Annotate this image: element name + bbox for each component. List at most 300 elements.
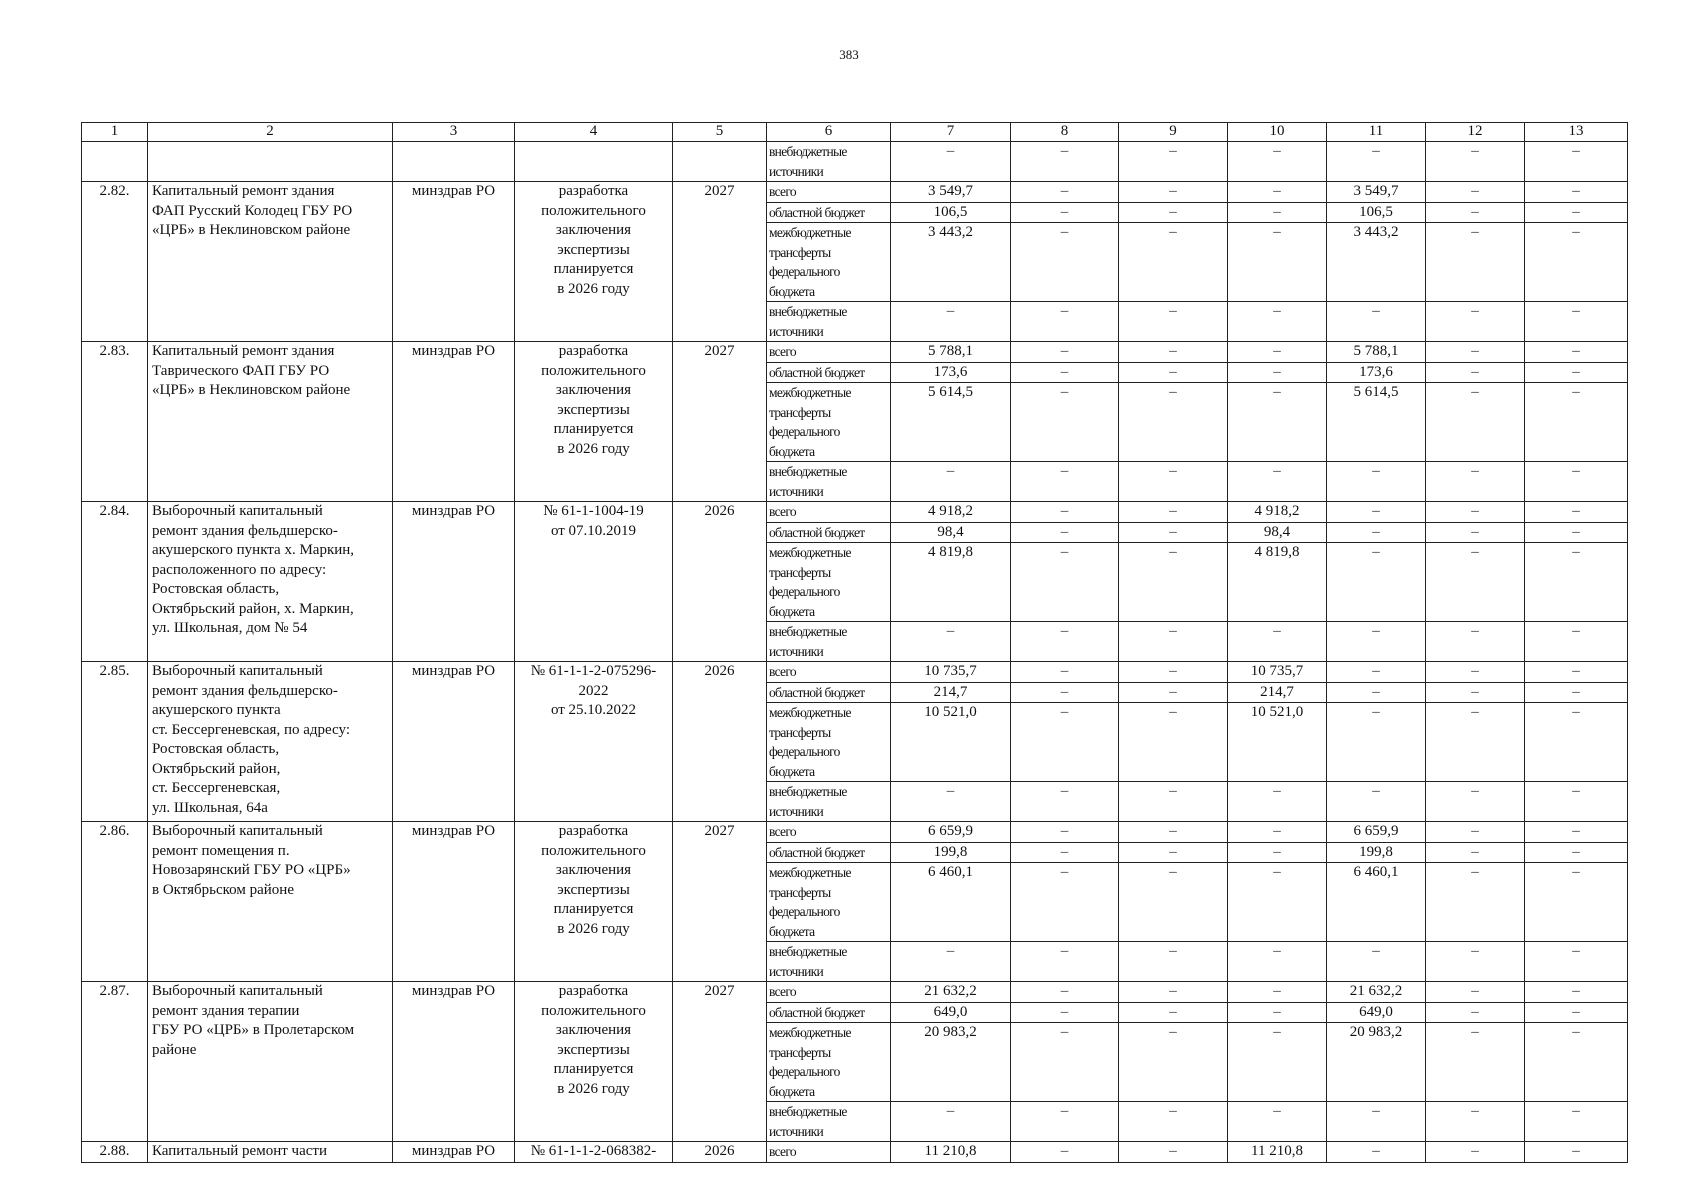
item-number: 2.84. bbox=[82, 502, 148, 662]
value-cell: – bbox=[1327, 502, 1426, 523]
value-cell: – bbox=[1228, 1023, 1327, 1102]
item-year: 2026 bbox=[673, 1142, 767, 1163]
item-name-line: ФАП Русский Колодец ГБУ РО bbox=[152, 202, 353, 219]
value-cell: – bbox=[1119, 622, 1228, 662]
value-cell: – bbox=[1525, 682, 1628, 703]
item-document bbox=[515, 1142, 673, 1163]
source-label-line: внебюджетные bbox=[769, 1104, 847, 1119]
value-cell: – bbox=[1119, 782, 1228, 822]
source-label bbox=[767, 383, 891, 462]
value-cell: – bbox=[1011, 1102, 1119, 1142]
value-cell: – bbox=[1426, 462, 1525, 502]
source-label bbox=[767, 782, 891, 822]
value-cell: 3 443,2 bbox=[1327, 223, 1426, 302]
value-cell: – bbox=[1011, 383, 1119, 462]
table-row bbox=[82, 982, 1628, 1003]
item-year: 2027 bbox=[673, 182, 767, 342]
value-cell: – bbox=[1525, 1102, 1628, 1142]
source-label bbox=[767, 522, 891, 543]
item-document bbox=[515, 502, 673, 662]
value-cell: – bbox=[1228, 863, 1327, 942]
source-label-line: областной бюджет bbox=[769, 204, 865, 220]
item-document-line: разработка bbox=[558, 983, 629, 999]
item-name-line: акушерского пункта х. Маркин, bbox=[152, 542, 355, 558]
value-cell: – bbox=[1119, 1002, 1228, 1023]
item-name bbox=[148, 182, 393, 342]
value-cell: – bbox=[1228, 942, 1327, 982]
value-cell: – bbox=[1228, 1102, 1327, 1142]
value-cell: – bbox=[1119, 302, 1228, 342]
item-name bbox=[148, 342, 393, 502]
value-cell: – bbox=[1119, 1142, 1228, 1163]
source-label-line: бюджета bbox=[769, 283, 815, 299]
source-label-line: федерального bbox=[769, 584, 840, 599]
source-label bbox=[767, 703, 891, 782]
source-label-line: бюджета bbox=[769, 1083, 815, 1099]
value-cell: 20 983,2 bbox=[891, 1023, 1011, 1102]
value-cell: – bbox=[1327, 522, 1426, 543]
value-cell: – bbox=[1525, 822, 1628, 843]
value-cell: – bbox=[1011, 822, 1119, 843]
item-name-line: Выборочный капитальный bbox=[152, 983, 323, 999]
table-row bbox=[82, 662, 1628, 683]
value-cell: – bbox=[1011, 662, 1119, 683]
value-cell: 10 735,7 bbox=[891, 662, 1011, 683]
value-cell: – bbox=[1426, 1023, 1525, 1102]
column-number: 13 bbox=[1525, 123, 1628, 142]
value-cell: – bbox=[1426, 982, 1525, 1003]
value-cell: – bbox=[1119, 202, 1228, 223]
item-name-line: Выборочный капитальный bbox=[152, 503, 323, 519]
value-cell: – bbox=[1228, 383, 1327, 462]
item-executor: минздрав РО bbox=[393, 182, 515, 342]
item-name-line: Ростовская область, bbox=[152, 741, 280, 757]
item-executor: минздрав РО bbox=[393, 982, 515, 1142]
value-cell: – bbox=[1426, 502, 1525, 523]
item-name-line: расположенного по адресу: bbox=[152, 561, 327, 578]
item-name-line: ул. Школьная, 64а bbox=[152, 799, 268, 816]
item-year: 2026 bbox=[673, 502, 767, 662]
source-label-line: межбюджетные bbox=[769, 545, 851, 560]
value-cell: – bbox=[1525, 1002, 1628, 1023]
table-body bbox=[82, 123, 1628, 1163]
value-cell: – bbox=[1011, 502, 1119, 523]
table-row bbox=[82, 342, 1628, 363]
value-cell: – bbox=[1426, 302, 1525, 342]
value-cell: – bbox=[1426, 362, 1525, 383]
item-document bbox=[515, 182, 673, 342]
source-label-line: трансферты bbox=[769, 564, 831, 580]
value-cell: 6 659,9 bbox=[891, 822, 1011, 843]
source-label-line: внебюджетные bbox=[769, 144, 847, 159]
source-label-line: межбюджетные bbox=[769, 385, 851, 400]
item-name-line: районе bbox=[152, 1041, 197, 1058]
value-cell: 10 521,0 bbox=[1228, 703, 1327, 782]
value-cell: – bbox=[1011, 362, 1119, 383]
continuation-row bbox=[82, 142, 1628, 182]
column-number: 7 bbox=[891, 123, 1011, 142]
value-cell: – bbox=[891, 782, 1011, 822]
value-cell: 106,5 bbox=[1327, 202, 1426, 223]
column-number: 11 bbox=[1327, 123, 1426, 142]
budget-table bbox=[81, 122, 1628, 1163]
value-cell: – bbox=[1525, 502, 1628, 523]
item-document-line: № 61-1-1004-19 bbox=[543, 503, 644, 519]
value-cell: – bbox=[1011, 302, 1119, 342]
column-number: 9 bbox=[1119, 123, 1228, 142]
value-cell: – bbox=[1327, 1142, 1426, 1163]
value-cell: – bbox=[1426, 662, 1525, 683]
source-label-line: областной бюджет bbox=[769, 524, 865, 540]
source-label bbox=[767, 1002, 891, 1023]
empty-cell bbox=[673, 142, 767, 182]
item-name-line: ст. Бессергеневская, bbox=[152, 780, 281, 796]
item-name-line: Капитальный ремонт здания bbox=[152, 183, 335, 199]
source-label-line: источники bbox=[769, 963, 824, 979]
value-cell: – bbox=[1525, 202, 1628, 223]
item-name bbox=[148, 502, 393, 662]
source-label-line: источники bbox=[769, 323, 824, 339]
value-cell: – bbox=[1525, 863, 1628, 942]
value-cell: 6 659,9 bbox=[1327, 822, 1426, 843]
source-label-line: областной бюджет bbox=[769, 684, 865, 700]
column-number-row bbox=[82, 123, 1628, 142]
value-cell: 98,4 bbox=[1228, 522, 1327, 543]
value-cell: – bbox=[1426, 522, 1525, 543]
item-executor: минздрав РО bbox=[393, 502, 515, 662]
value-cell: – bbox=[891, 142, 1011, 182]
item-name-line: Новозарянский ГБУ РО «ЦРБ» bbox=[152, 862, 351, 878]
table-row bbox=[82, 1142, 1628, 1163]
value-cell: 10 521,0 bbox=[891, 703, 1011, 782]
item-document-line: экспертизы bbox=[557, 241, 630, 258]
value-cell: – bbox=[1327, 543, 1426, 622]
item-document-line: экспертизы bbox=[557, 401, 630, 418]
value-cell: – bbox=[1426, 782, 1525, 822]
value-cell: – bbox=[891, 942, 1011, 982]
value-cell: 20 983,2 bbox=[1327, 1023, 1426, 1102]
value-cell: – bbox=[1011, 982, 1119, 1003]
source-label bbox=[767, 942, 891, 982]
page-number: 383 bbox=[839, 47, 859, 62]
source-label bbox=[767, 863, 891, 942]
value-cell: – bbox=[1119, 982, 1228, 1003]
value-cell: – bbox=[1426, 842, 1525, 863]
item-name-line: ремонт помещения п. bbox=[152, 842, 290, 859]
value-cell: – bbox=[1327, 462, 1426, 502]
source-label-line: всего bbox=[769, 504, 796, 519]
item-document-line: положительного bbox=[541, 362, 646, 379]
source-label-line: всего bbox=[769, 344, 796, 359]
value-cell: – bbox=[1119, 142, 1228, 182]
source-label-line: федерального bbox=[769, 904, 840, 919]
source-label-line: внебюджетные bbox=[769, 464, 847, 479]
value-cell: 173,6 bbox=[891, 362, 1011, 383]
source-label bbox=[767, 622, 891, 662]
value-cell: – bbox=[1426, 622, 1525, 662]
source-label-line: трансферты bbox=[769, 724, 831, 740]
value-cell: 3 549,7 bbox=[891, 182, 1011, 203]
value-cell: – bbox=[1119, 842, 1228, 863]
value-cell: – bbox=[1119, 682, 1228, 703]
value-cell: – bbox=[1327, 1102, 1426, 1142]
value-cell: 199,8 bbox=[1327, 842, 1426, 863]
item-number: 2.86. bbox=[82, 822, 148, 982]
value-cell: – bbox=[1228, 822, 1327, 843]
item-document-line: разработка bbox=[558, 823, 629, 839]
value-cell: – bbox=[1327, 622, 1426, 662]
value-cell: – bbox=[1228, 462, 1327, 502]
value-cell: – bbox=[1011, 342, 1119, 363]
source-label-line: трансферты bbox=[769, 1044, 831, 1060]
item-number: 2.87. bbox=[82, 982, 148, 1142]
item-document-line: экспертизы bbox=[557, 1041, 630, 1058]
value-cell: – bbox=[1525, 662, 1628, 683]
value-cell: 21 632,2 bbox=[1327, 982, 1426, 1003]
value-cell: – bbox=[1119, 383, 1228, 462]
value-cell: – bbox=[1011, 782, 1119, 822]
value-cell: 4 819,8 bbox=[891, 543, 1011, 622]
column-number: 8 bbox=[1011, 123, 1119, 142]
value-cell: – bbox=[1228, 342, 1327, 363]
value-cell: 98,4 bbox=[891, 522, 1011, 543]
value-cell: – bbox=[1011, 522, 1119, 543]
item-number: 2.88. bbox=[82, 1142, 148, 1163]
source-label-line: всего bbox=[769, 984, 796, 999]
value-cell: – bbox=[1228, 842, 1327, 863]
source-label-line: бюджета bbox=[769, 443, 815, 459]
value-cell: – bbox=[1426, 543, 1525, 622]
source-label-line: внебюджетные bbox=[769, 624, 847, 639]
value-cell: – bbox=[1011, 202, 1119, 223]
source-label-line: всего bbox=[769, 184, 796, 199]
value-cell: – bbox=[891, 462, 1011, 502]
item-document-line: № 61-1-1-2-068382- bbox=[530, 1143, 657, 1159]
source-label-line: внебюджетные bbox=[769, 304, 847, 319]
value-cell: – bbox=[1119, 942, 1228, 982]
value-cell: – bbox=[1426, 1102, 1525, 1142]
value-cell: – bbox=[1426, 1002, 1525, 1023]
value-cell: – bbox=[1426, 942, 1525, 982]
source-label-line: федерального bbox=[769, 264, 840, 279]
value-cell: – bbox=[1228, 182, 1327, 203]
value-cell: 5 788,1 bbox=[891, 342, 1011, 363]
source-label bbox=[767, 462, 891, 502]
value-cell: – bbox=[1011, 1002, 1119, 1023]
empty-cell bbox=[82, 142, 148, 182]
value-cell: – bbox=[1426, 142, 1525, 182]
item-document-line: заключения bbox=[555, 222, 632, 238]
item-name-line: ремонт здания фельдшерско- bbox=[152, 682, 338, 699]
item-document-line: планируется bbox=[553, 421, 634, 437]
value-cell: – bbox=[1119, 662, 1228, 683]
source-label-line: внебюджетные bbox=[769, 944, 847, 959]
value-cell: – bbox=[1525, 383, 1628, 462]
table-row bbox=[82, 822, 1628, 843]
item-name-line: Октябрьский район, bbox=[152, 760, 281, 777]
source-label bbox=[767, 842, 891, 863]
value-cell: – bbox=[891, 302, 1011, 342]
value-cell: – bbox=[1119, 1102, 1228, 1142]
item-document-line: № 61-1-1-2-075296- bbox=[530, 663, 657, 679]
value-cell: – bbox=[1426, 822, 1525, 843]
value-cell: 5 614,5 bbox=[891, 383, 1011, 462]
item-name bbox=[148, 822, 393, 982]
source-label-line: межбюджетные bbox=[769, 225, 851, 240]
value-cell: 106,5 bbox=[891, 202, 1011, 223]
item-year: 2027 bbox=[673, 982, 767, 1142]
column-number: 12 bbox=[1426, 123, 1525, 142]
value-cell: – bbox=[1011, 1023, 1119, 1102]
value-cell: – bbox=[1119, 502, 1228, 523]
value-cell: – bbox=[1525, 703, 1628, 782]
source-label-line: межбюджетные bbox=[769, 705, 851, 720]
item-document-line: экспертизы bbox=[557, 881, 630, 898]
source-label-line: федерального bbox=[769, 1064, 840, 1079]
item-document-line: в 2026 году bbox=[557, 1080, 630, 1097]
item-name-line: в Октябрьском районе bbox=[152, 881, 294, 898]
item-document-line: в 2026 году bbox=[557, 280, 630, 297]
item-document-line: от 07.10.2019 bbox=[550, 522, 637, 539]
value-cell: – bbox=[1426, 182, 1525, 203]
source-label-line: источники bbox=[769, 1123, 824, 1139]
value-cell: – bbox=[1525, 522, 1628, 543]
source-label-line: всего bbox=[769, 664, 796, 679]
value-cell: – bbox=[1327, 302, 1426, 342]
empty-cell bbox=[148, 142, 393, 182]
column-number: 5 bbox=[673, 123, 767, 142]
value-cell: – bbox=[1011, 863, 1119, 942]
value-cell: – bbox=[1011, 543, 1119, 622]
source-label-line: областной бюджет bbox=[769, 1004, 865, 1020]
value-cell: – bbox=[1119, 822, 1228, 843]
item-executor: минздрав РО bbox=[393, 822, 515, 982]
value-cell: 5 788,1 bbox=[1327, 342, 1426, 363]
value-cell: 6 460,1 bbox=[1327, 863, 1426, 942]
value-cell: – bbox=[1525, 462, 1628, 502]
table-row bbox=[82, 182, 1628, 203]
item-name-line: ремонт здания фельдшерско- bbox=[152, 522, 338, 539]
value-cell: – bbox=[1525, 622, 1628, 662]
item-document-line: планируется bbox=[553, 901, 634, 917]
item-name-line: ул. Школьная, дом № 54 bbox=[152, 620, 308, 636]
value-cell: 21 632,2 bbox=[891, 982, 1011, 1003]
item-name-line: Капитальный ремонт здания bbox=[152, 343, 335, 359]
item-name bbox=[148, 982, 393, 1142]
item-name-line: ГБУ РО «ЦРБ» в Пролетарском bbox=[152, 1022, 355, 1038]
source-label-line: всего bbox=[769, 824, 796, 839]
column-number: 4 bbox=[515, 123, 673, 142]
source-label bbox=[767, 682, 891, 703]
source-label bbox=[767, 362, 891, 383]
source-label-line: источники bbox=[769, 643, 824, 659]
item-executor: минздрав РО bbox=[393, 1142, 515, 1163]
source-label bbox=[767, 223, 891, 302]
value-cell: 649,0 bbox=[891, 1002, 1011, 1023]
source-label-line: источники bbox=[769, 483, 824, 499]
item-number: 2.85. bbox=[82, 662, 148, 822]
value-cell: – bbox=[891, 622, 1011, 662]
value-cell: 6 460,1 bbox=[891, 863, 1011, 942]
item-number: 2.83. bbox=[82, 342, 148, 502]
value-cell: – bbox=[1525, 982, 1628, 1003]
item-document-line: разработка bbox=[558, 343, 629, 359]
value-cell: – bbox=[1228, 202, 1327, 223]
value-cell: – bbox=[1228, 362, 1327, 383]
item-document-line: заключения bbox=[555, 862, 632, 878]
value-cell: – bbox=[1011, 142, 1119, 182]
value-cell: – bbox=[1426, 383, 1525, 462]
item-name-line: Ростовская область, bbox=[152, 581, 280, 597]
item-document bbox=[515, 342, 673, 502]
source-label-line: трансферты bbox=[769, 404, 831, 420]
source-label-line: трансферты bbox=[769, 884, 831, 900]
value-cell: – bbox=[1525, 1142, 1628, 1163]
source-label-line: трансферты bbox=[769, 244, 831, 260]
item-name bbox=[148, 662, 393, 822]
source-label-line: внебюджетные bbox=[769, 784, 847, 799]
value-cell: – bbox=[1525, 302, 1628, 342]
value-cell: – bbox=[1525, 142, 1628, 182]
item-name-line: «ЦРБ» в Неклиновском районе bbox=[152, 382, 351, 398]
item-name-line: ст. Бессергеневская, по адресу: bbox=[152, 721, 350, 738]
item-name bbox=[148, 1142, 393, 1163]
value-cell: – bbox=[1228, 622, 1327, 662]
source-label-line: федерального bbox=[769, 744, 840, 759]
value-cell: – bbox=[1119, 703, 1228, 782]
value-cell: – bbox=[891, 1102, 1011, 1142]
value-cell: – bbox=[1011, 182, 1119, 203]
value-cell: – bbox=[1228, 142, 1327, 182]
source-label bbox=[767, 182, 891, 203]
value-cell: 11 210,8 bbox=[1228, 1142, 1327, 1163]
item-document-line: 2022 bbox=[578, 682, 609, 699]
value-cell: – bbox=[1011, 622, 1119, 662]
value-cell: – bbox=[1426, 1142, 1525, 1163]
value-cell: – bbox=[1525, 1023, 1628, 1102]
value-cell: – bbox=[1327, 142, 1426, 182]
value-cell: – bbox=[1525, 223, 1628, 302]
value-cell: 199,8 bbox=[891, 842, 1011, 863]
value-cell: – bbox=[1011, 842, 1119, 863]
value-cell: 4 918,2 bbox=[1228, 502, 1327, 523]
value-cell: – bbox=[1327, 682, 1426, 703]
value-cell: – bbox=[1327, 662, 1426, 683]
item-name-line: Выборочный капитальный bbox=[152, 663, 323, 679]
value-cell: – bbox=[1426, 682, 1525, 703]
table-row bbox=[82, 502, 1628, 523]
item-executor: минздрав РО bbox=[393, 662, 515, 822]
value-cell: – bbox=[1525, 782, 1628, 822]
item-document-line: от 25.10.2022 bbox=[550, 702, 637, 718]
item-document-line: заключения bbox=[555, 382, 632, 398]
item-name-line: Октябрьский район, х. Маркин, bbox=[152, 600, 354, 617]
column-number: 1 bbox=[82, 123, 148, 142]
source-label bbox=[767, 1023, 891, 1102]
source-label-line: федерального bbox=[769, 424, 840, 439]
value-cell: 3 443,2 bbox=[891, 223, 1011, 302]
value-cell: – bbox=[1327, 942, 1426, 982]
value-cell: – bbox=[1119, 462, 1228, 502]
value-cell: – bbox=[1011, 223, 1119, 302]
source-label bbox=[767, 302, 891, 342]
item-document bbox=[515, 822, 673, 982]
value-cell: – bbox=[1426, 703, 1525, 782]
item-name-line: Таврического ФАП ГБУ РО bbox=[152, 362, 330, 379]
value-cell: 10 735,7 bbox=[1228, 662, 1327, 683]
item-document-line: положительного bbox=[541, 842, 646, 859]
source-label-line: бюджета bbox=[769, 603, 815, 619]
